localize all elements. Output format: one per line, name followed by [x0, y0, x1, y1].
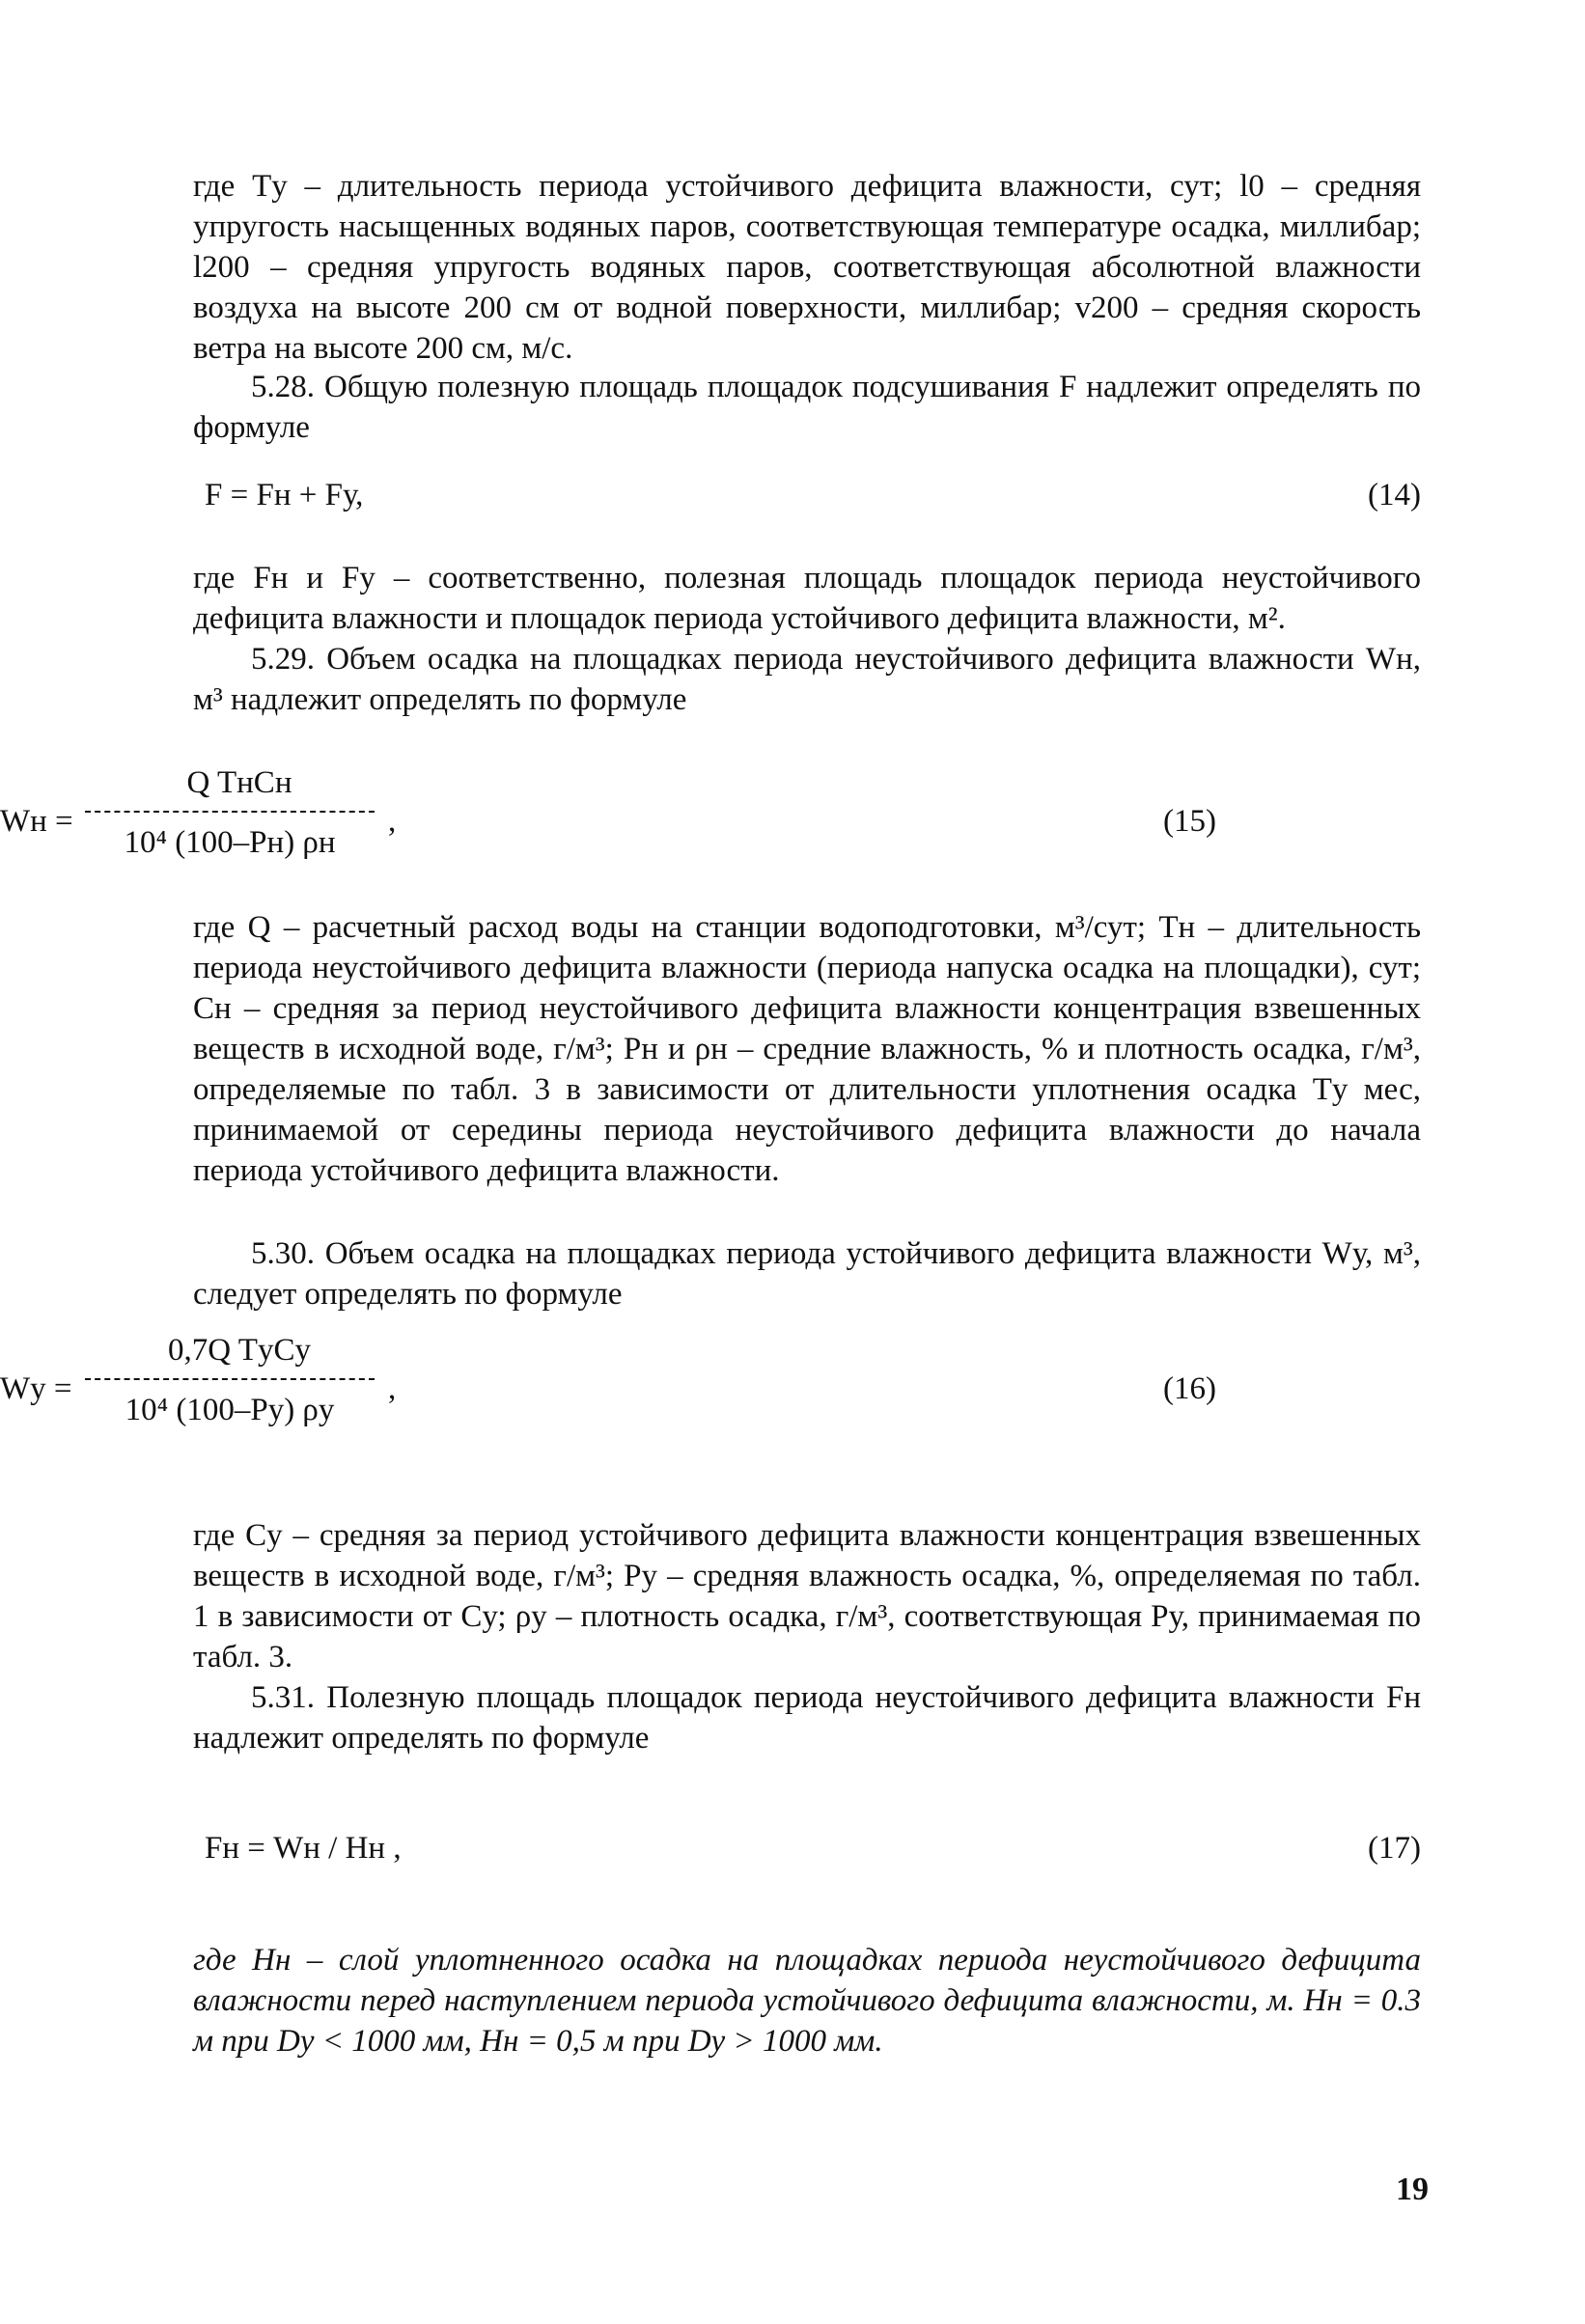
equation-14-number: (14): [1368, 478, 1421, 512]
equation-15: [0, 762, 1216, 888]
equation-17: [205, 1828, 1421, 1876]
equation-16: [0, 1330, 1216, 1455]
equation-15-denominator: 10⁴ (100–Pн) ρн: [124, 825, 336, 860]
paragraph-5-31: 5.31. Полезную площадь площадок периода неустойчивого дефицита влажности Fн надлежит определять по формуле: [193, 1680, 1421, 1756]
paragraph-definitions-17: где Hн – слой уплотненного осадка на площадках периода неустойчивого дефицита влажности перед наступлением периода устойчивого дефицита влажности, м. Hн = 0.3 м при Dу < 1000 мм, Hн = 0,5 м при Dу > 1000 мм.: [193, 1943, 1421, 2059]
paragraph-definitions-16: где Cу – средняя за период устойчивого дефицита влажности концентрация взвешенных веществ в исходной воде, г/м³; Pу – средняя влажность осадка, %, определяемая по табл. 1 в зависимости от Cу; ρу – плотность осадка, г/м³, соответствующая Pу, принимаемая по табл. 3.: [193, 1518, 1421, 1674]
equation-14: [205, 475, 1421, 523]
equation-15-number: (15): [1163, 804, 1216, 839]
equation-17-formula: Fн = Wн / Hн ,: [205, 1831, 402, 1866]
equation-15-numerator: Q TнCн: [186, 765, 292, 800]
equation-16-denominator: 10⁴ (100–Pу) ρу: [125, 1393, 335, 1427]
paragraph-5-30: 5.30. Объем осадка на площадках периода устойчивого дефицита влажности Wу, м³, следует определять по формуле: [193, 1236, 1421, 1312]
equation-16-fraction-bar: [85, 1378, 375, 1380]
equation-16-number: (16): [1163, 1371, 1216, 1406]
equation-15-fraction-bar: [85, 811, 375, 813]
equation-14-formula: F = Fн + Fу,: [205, 478, 364, 512]
page-number: 19: [1396, 2172, 1429, 2207]
paragraph-definitions-14: где Fн и Fу – соответственно, полезная площадь площадок периода неустойчивого дефицита влажности и площадок периода устойчивого дефицита влажности, м².: [193, 561, 1421, 636]
paragraph-5-28: 5.28. Общую полезную площадь площадок подсушивания F надлежит определять по формуле: [193, 370, 1421, 445]
paragraph-5-29: 5.29. Объем осадка на площадках периода неустойчивого дефицита влажности Wн, м³ надлежит определять по формуле: [193, 642, 1421, 717]
paragraph-definitions-5-27: где Tу – длительность периода устойчивого дефицита влажности, сут; l0 – средняя упругость насыщенных водяных паров, соответствующая температуре осадка, миллибар; l200 – средняя упругость водяных паров, соответствующая абсолютной влажности воздуха на высоте 200 см от водной поверхности, миллибар; v200 – средняя скорость ветра на высоте 200 см, м/с.: [193, 169, 1421, 366]
equation-16-comma: ,: [388, 1371, 397, 1406]
equation-16-lhs: Wу =: [0, 1371, 72, 1406]
paragraph-definitions-15: где Q – расчетный расход воды на станции водоподготовки, м³/сут; Tн – длительность периода неустойчивого дефицита влажности (периода напуска осадка на площадки), сут; Cн – средняя за период неустойчивого дефицита влажности концентрация взвешенных веществ в исходной воде, г/м³; Pн и ρн – средние влажность, % и плотность осадка, г/м³, определяемые по табл. 3 в зависимости от длительности уплотнения осадка Tу мес, принимаемой от середины периода неустойчивого дефицита влажности до начала периода устойчивого дефицита влажности.: [193, 910, 1421, 1188]
equation-15-comma: ,: [388, 804, 397, 839]
equation-15-lhs: Wн =: [0, 804, 73, 839]
equation-17-number: (17): [1368, 1831, 1421, 1866]
equation-16-numerator: 0,7Q TуCу: [168, 1333, 311, 1368]
